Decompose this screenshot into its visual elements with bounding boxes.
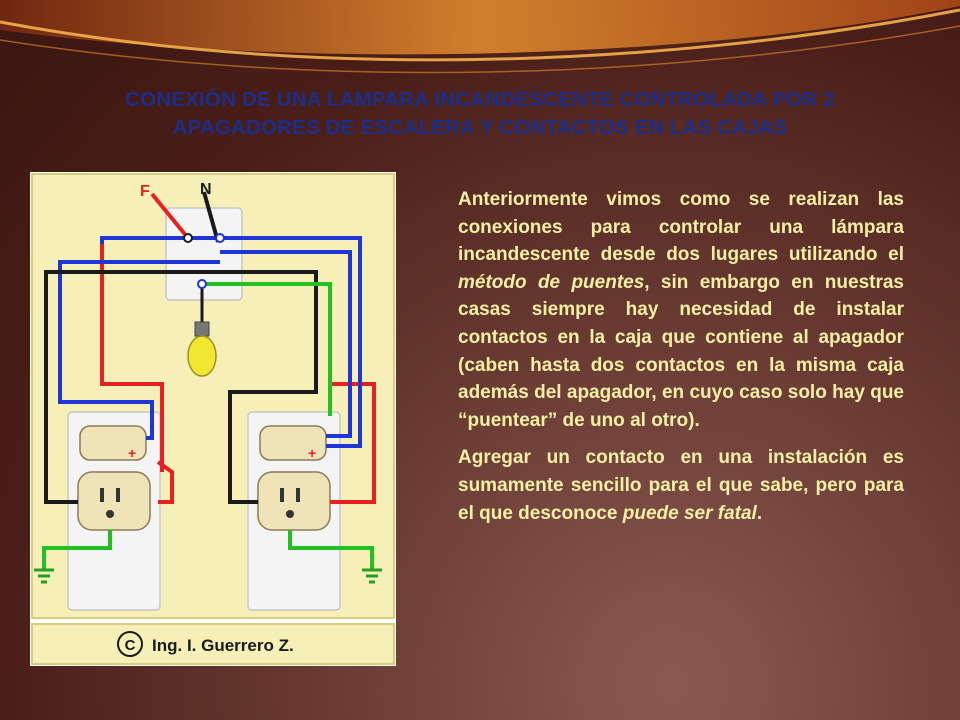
wiring-diagram — [30, 172, 396, 666]
polarity-label-left: + — [128, 445, 137, 461]
polarity-label-right: + — [308, 445, 317, 461]
outlet-right — [258, 472, 330, 530]
body-text — [458, 186, 904, 527]
outlet-left — [78, 472, 150, 530]
credit-text: Ing. I. Guerrero Z. — [152, 636, 294, 655]
paragraph-1: Anteriormente vimos como se realizan las conexiones para controlar una lámpara incandescente desde dos lugares utilizando el método de puentes, sin embargo en nuestras casas siempre hay necesidad de instalar contactos en la caja que contiene al apagador (caben hasta dos contactos en la misma caja además del apagador, en cuyo caso solo hay que “puentear” de uno al otro). — [458, 189, 904, 431]
paragraph-2: Agregar un contacto en una instalación es sumamente sencillo para el que sabe, pero para el que desconoce puede ser fatal. — [458, 447, 904, 524]
phase-label: F — [140, 183, 150, 200]
neutral-label: N — [200, 181, 212, 198]
copyright-letter: C — [124, 637, 136, 654]
decorative-header-swoosh — [0, 0, 960, 90]
slide-title: CONEXIÓN DE UNA LAMPARA INCANDESCENTE CONTROLADA POR 2 APAGADORES DE ESCALERA Y CONTACTOS EN LAS CAJAS — [125, 88, 835, 139]
